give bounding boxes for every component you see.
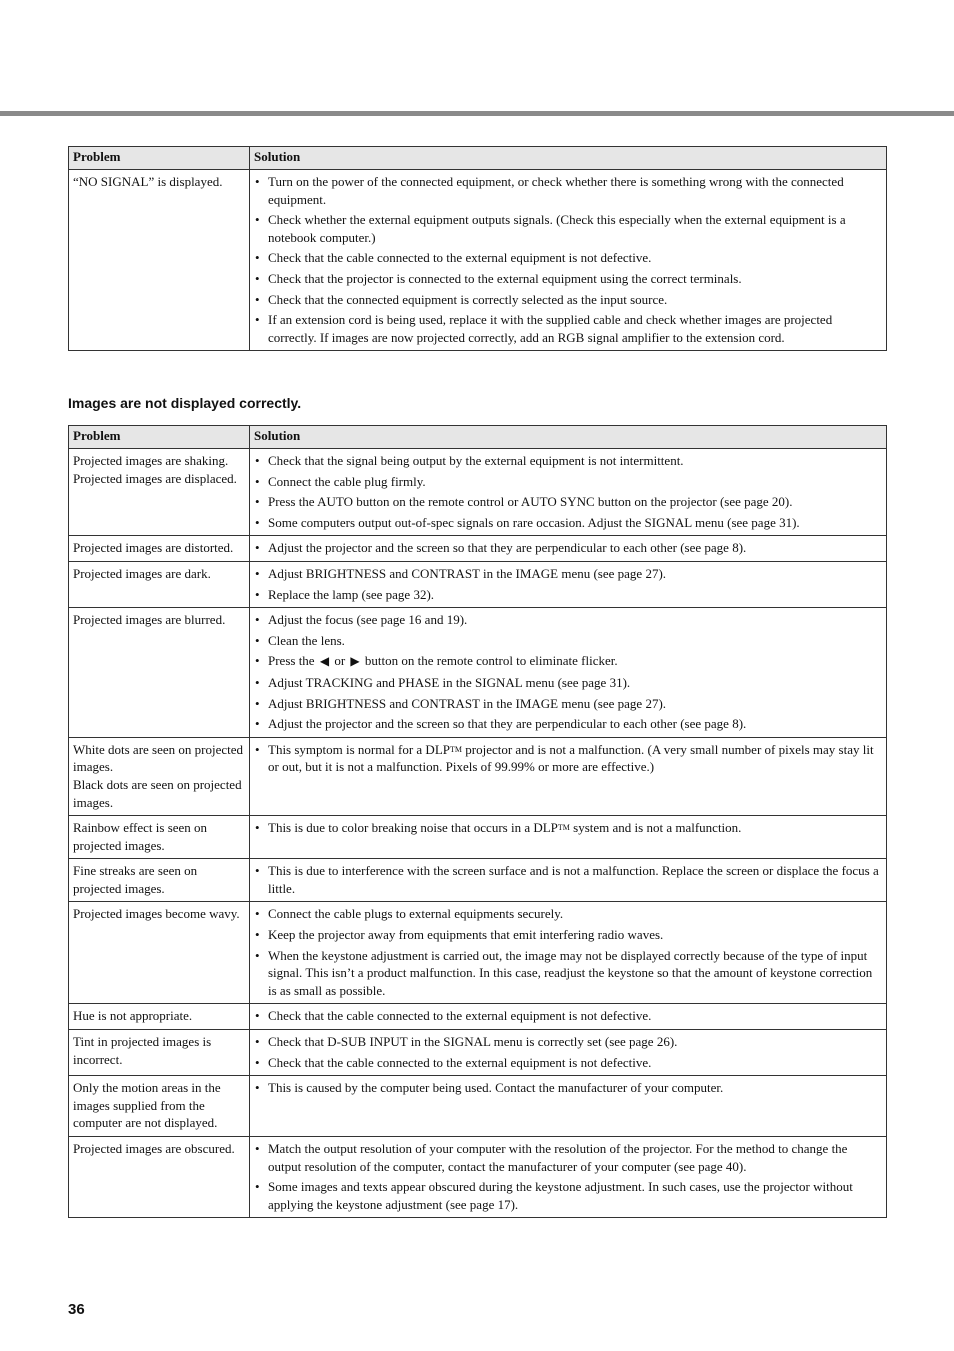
solution-list [254, 1079, 880, 1097]
solution-list [254, 1007, 880, 1025]
table-row [69, 561, 887, 607]
solution-item: • Adjust BRIGHTNESS and CONTRAST in the IMAGE menu (see page 27). [254, 695, 880, 713]
solution-cell [250, 1137, 887, 1218]
problem-text: Hue is not appropriate. [73, 1008, 193, 1024]
section-heading: Images are not displayed correctly. [68, 395, 302, 411]
solution-item: • Replace the lamp (see page 32). [254, 586, 880, 604]
problem-cell [69, 1030, 250, 1076]
solution-item: • Adjust BRIGHTNESS and CONTRAST in the IMAGE menu (see page 27). [254, 565, 880, 583]
problem-cell [69, 737, 250, 815]
problem-text: Projected images are obscured. [73, 1141, 235, 1156]
solution-item [254, 652, 880, 671]
solution-item: • This is caused by the computer being used. Contact the manufacturer of your computer. [254, 1079, 880, 1097]
solution-cell [250, 170, 887, 351]
table-row [69, 1137, 887, 1218]
solution-text: Press the [268, 653, 315, 669]
solution-text: This symptom is normal for a DLP [268, 741, 450, 757]
solution-item: • Clean the lens. [254, 632, 880, 650]
table-row [69, 536, 887, 562]
solution-list [254, 173, 880, 346]
solution-text: or [334, 653, 346, 669]
solution-item: • Match the output resolution of your computer with the resolution of the projector. For the method to change the output resolution of the computer, contact the manufacturer of your computer (see page 40). [254, 1140, 880, 1175]
solution-item: • This is due to interference with the screen surface and is not a malfunction. Replace the screen or displace the focus a little. [254, 862, 880, 897]
solution-list [254, 611, 880, 733]
solution-item: • Check that the connected equipment is correctly selected as the input source. [254, 291, 880, 309]
problem-cell [69, 1076, 250, 1137]
problem-text: Projected images are blurred. [73, 612, 226, 628]
solution-item: • Adjust TRACKING and PHASE in the SIGNAL menu (see page 31). [254, 674, 880, 692]
problem-text: Projected images are displaced. [73, 470, 237, 486]
column-header-solution: Solution [250, 426, 887, 449]
table-row [69, 449, 887, 536]
solution-item: • Connect the cable plug firmly. [254, 473, 880, 491]
problem-text: Projected images are dark. [73, 565, 211, 581]
table-row [69, 1030, 887, 1076]
problem-text: Projected images are distorted. [73, 540, 234, 556]
solution-item [254, 741, 880, 776]
solution-text: system and is not a malfunction. [569, 820, 742, 836]
image-problems-table [68, 425, 887, 1218]
solution-cell [250, 608, 887, 738]
problem-text: Tint in projected images is incorrect. [73, 1034, 212, 1067]
solution-item: • Check that D-SUB INPUT in the SIGNAL menu is correctly set (see page 26). [254, 1033, 880, 1051]
table-row [69, 1076, 887, 1137]
solution-item: • Some computers output out-of-spec signals on rare occasion. Adjust the SIGNAL menu (see page 31). [254, 514, 880, 532]
solution-item: • Check whether the external equipment outputs signals. (Check this especially when the external equipment is a notebook computer.) [254, 211, 880, 246]
solution-item: • Check that the projector is connected to the external equipment using the correct terminals. [254, 270, 880, 288]
table-row [69, 902, 887, 1004]
trademark-mark: TM [450, 744, 462, 754]
solution-cell [250, 902, 887, 1004]
problem-cell [69, 561, 250, 607]
solution-item: • If an extension cord is being used, replace it with the supplied cable and check whether images are projected correctly. If images are now projected correctly, add an RGB signal amplifier to the extension cord. [254, 311, 880, 346]
table-row [69, 859, 887, 902]
problem-cell [69, 1137, 250, 1218]
header-rule [0, 111, 954, 116]
left-arrow-icon: ◀ [319, 654, 330, 669]
problem-text: Rainbow effect is seen on projected images. [73, 820, 208, 853]
table-row [69, 608, 887, 738]
problem-cell [69, 170, 250, 351]
solution-item: • Adjust the focus (see page 16 and 19). [254, 611, 880, 629]
solution-item: • Adjust the projector and the screen so that they are perpendicular to each other (see page 8). [254, 715, 880, 733]
table-row [69, 170, 887, 351]
solution-cell [250, 449, 887, 536]
solution-cell [250, 1076, 887, 1137]
page-number: 36 [68, 1301, 85, 1318]
solution-list [254, 862, 880, 897]
solution-text: This is due to color breaking noise that occurs in a DLP [268, 820, 558, 836]
trademark-mark: TM [557, 823, 570, 833]
problem-cell [69, 449, 250, 536]
solution-item: • Press the AUTO button on the remote control or AUTO SYNC button on the projector (see page 20). [254, 493, 880, 511]
solution-text: projector and is not a malfunction. (A very small number of pixels may stay lit or out, but it is not a malfunction. Pixels of 99.99% or more are effective.) [268, 741, 874, 775]
solution-cell [250, 536, 887, 562]
solution-cell [250, 737, 887, 815]
table-row [69, 1004, 887, 1030]
solution-item: • When the keystone adjustment is carried out, the image may not be displayed correctly because of the type of input signal. This isn’t a product malfunction. In this case, readjust the keystone so that the amount of keystone correction is as small as possible. [254, 947, 880, 1000]
solution-item: • Turn on the power of the connected equipment, or check whether there is something wrong with the connected equipment. [254, 173, 880, 208]
problem-text: Fine streaks are seen on projected images. [73, 863, 198, 896]
solution-cell [250, 859, 887, 902]
solution-item: • Check that the cable connected to the external equipment is not defective. [254, 1007, 880, 1025]
column-header-solution: Solution [250, 147, 887, 170]
solution-list [254, 905, 880, 999]
problem-text: Projected images are shaking. [73, 453, 229, 468]
solution-item: • Check that the cable connected to the external equipment is not defective. [254, 1054, 880, 1072]
problem-cell [69, 536, 250, 562]
solution-cell [250, 1004, 887, 1030]
solution-list [254, 1033, 880, 1071]
table-row [69, 816, 887, 859]
solution-list [254, 452, 880, 531]
column-header-problem: Problem [69, 426, 250, 449]
solution-list [254, 819, 880, 837]
solution-item: • Check that the cable connected to the external equipment is not defective. [254, 249, 880, 267]
problem-text: Only the motion areas in the images supplied from the computer are not displayed. [73, 1080, 221, 1131]
problem-cell [69, 816, 250, 859]
solution-cell [250, 1030, 887, 1076]
solution-list [254, 539, 880, 557]
no-signal-table [68, 146, 887, 351]
problem-cell [69, 859, 250, 902]
solution-item: • Adjust the projector and the screen so that they are perpendicular to each other (see page 8). [254, 539, 880, 557]
problem-cell [69, 608, 250, 738]
problem-text: “NO SIGNAL” is displayed. [73, 174, 223, 189]
solution-list [254, 741, 880, 776]
problem-cell [69, 1004, 250, 1030]
right-arrow-icon: ▶ [350, 654, 360, 669]
problem-cell [69, 902, 250, 1004]
solution-item: • Keep the projector away from equipments that emit interfering radio waves. [254, 926, 880, 944]
solution-item: • Connect the cable plugs to external equipments securely. [254, 905, 880, 923]
problem-text: White dots are seen on projected images. [73, 741, 244, 775]
solution-list [254, 1140, 880, 1213]
table-header-row [69, 426, 887, 449]
solution-item: • Some images and texts appear obscured during the keystone adjustment. In such cases, use the projector without applying the keystone adjustment (see page 17). [254, 1178, 880, 1213]
column-header-problem: Problem [69, 147, 250, 170]
solution-text: button on the remote control to eliminate flicker. [364, 653, 618, 669]
solution-list [254, 565, 880, 603]
problem-text: Projected images become wavy. [73, 906, 240, 922]
problem-text: Black dots are seen on projected images. [73, 776, 242, 810]
solution-cell [250, 816, 887, 859]
solution-item [254, 819, 880, 837]
table-header-row [69, 147, 887, 170]
table-row [69, 737, 887, 815]
solution-item: • Check that the signal being output by the external equipment is not intermittent. [254, 452, 880, 470]
solution-cell [250, 561, 887, 607]
